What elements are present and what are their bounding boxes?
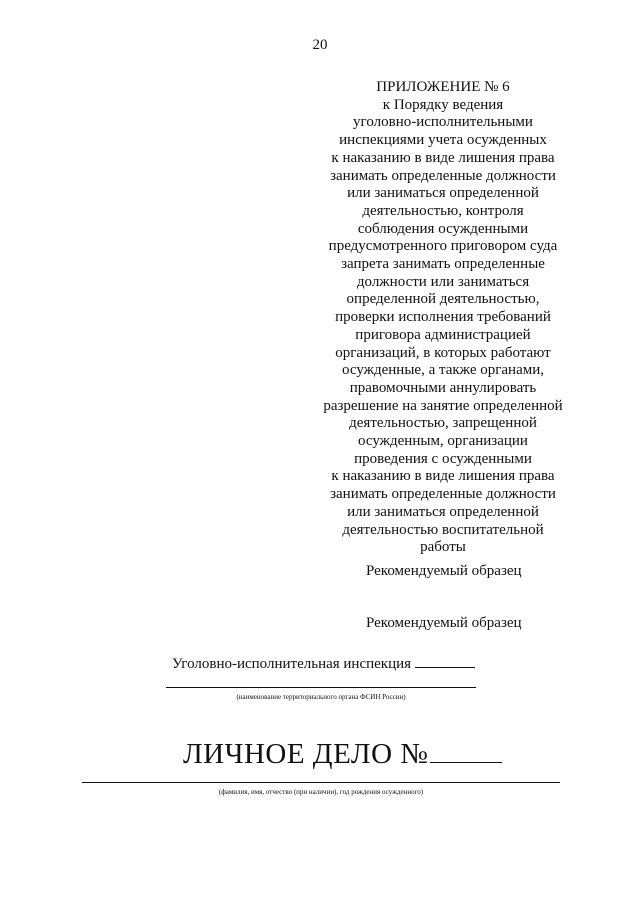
appendix-line: предусмотренного приговором суда	[328, 238, 558, 255]
appendix-line: или заниматься определенной	[347, 185, 539, 202]
appendix-line: осужденным, организации	[358, 433, 528, 450]
inspection-name-line[interactable]	[166, 687, 476, 688]
appendix-line: разрешение на занятие определенной	[323, 397, 563, 414]
appendix-line: запрета занимать определенные	[341, 256, 545, 273]
appendix-line: осужденные, а также органами,	[341, 362, 544, 379]
appendix-header	[318, 79, 568, 557]
personal-file-title-text: ЛИЧНОЕ ДЕЛО №	[183, 738, 429, 770]
appendix-line: занимать определенные должности	[330, 486, 556, 503]
appendix-line: определенной деятельностью,	[346, 291, 540, 308]
appendix-line: правомочными аннулировать	[349, 379, 537, 396]
inspection-row	[172, 653, 475, 673]
inspection-blank-field[interactable]	[415, 653, 475, 668]
appendix-line: инспекциями учета осужденных	[339, 132, 547, 149]
personal-file-number-field[interactable]	[430, 738, 502, 763]
appendix-line: приговора администрацией	[355, 326, 531, 343]
appendix-line: занимать определенные должности	[330, 167, 556, 184]
appendix-line: деятельностью воспитательной	[342, 521, 544, 538]
appendix-line: должности или заниматься	[356, 273, 530, 290]
appendix-line: соблюдения осужденными	[357, 220, 529, 237]
appendix-line: к наказанию в виде лишения права	[331, 468, 555, 485]
appendix-line: проверки исполнения требований	[335, 309, 551, 326]
appendix-line: работы	[420, 539, 466, 556]
appendix-line: или заниматься определенной	[347, 503, 539, 520]
sample-label: Рекомендуемый образец	[366, 563, 522, 579]
appendix-line: деятельностью, контроля	[362, 202, 524, 219]
appendix-line: организаций, в которых работают	[335, 344, 551, 361]
appendix-line: ПРИЛОЖЕНИЕ № 6	[376, 79, 510, 95]
appendix-line: к наказанию в виде лишения права	[331, 149, 555, 166]
appendix-line: к Порядку ведения	[382, 96, 504, 113]
sample-label-repeat: Рекомендуемый образец	[366, 615, 522, 631]
appendix-line: проведения с осужденными	[354, 450, 532, 467]
page-number: 20	[312, 37, 328, 53]
personal-file-title	[183, 738, 502, 771]
appendix-line: уголовно-исполнительными	[353, 114, 533, 131]
appendix-line: деятельностью, запрещенной	[349, 415, 537, 432]
convict-name-caption: (фамилия, имя, отчество (при наличии), год рождения осужденного)	[218, 788, 424, 796]
inspection-caption: (наименование территориального органа ФСИН России)	[236, 693, 406, 701]
convict-name-line[interactable]	[82, 782, 560, 783]
inspection-label: Уголовно-исполнительная инспекция	[172, 656, 412, 672]
